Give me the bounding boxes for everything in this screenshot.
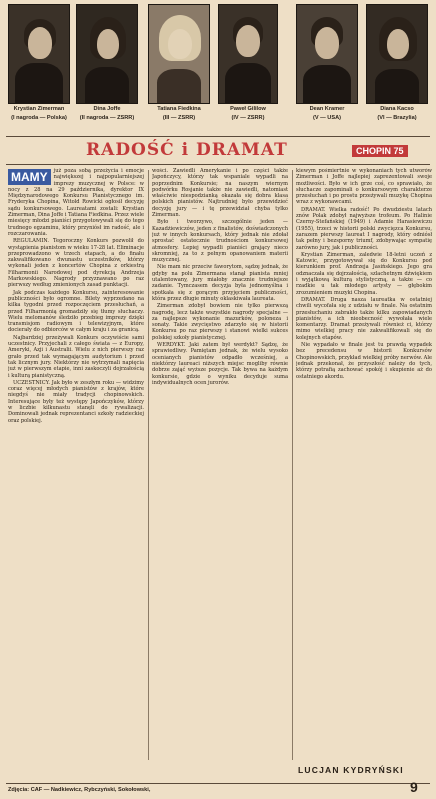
caption-detail: (VI — Brazylia) xyxy=(377,114,417,121)
paragraph: Najbardziej przeżywali Konkurs oczywiście sami uczestnicy. Przyjechali z całego świata — z Europy, Ameryki, Azji i Australii. Wielu z nich pierwszy raz grało przed tak wymagającym audytorium i przed tak licznym jury. Niektórzy nie wytrzymali napięcia już w pierwszym etapie, inni zaskoczyli dojrzałością i kulturą pianistyczną. xyxy=(8,334,144,379)
text-column-2 xyxy=(152,168,288,763)
portrait-kramer xyxy=(296,4,358,121)
article-title: RADOŚĆ i DRAMAT xyxy=(86,140,288,160)
caption-name: Paweł Gililow xyxy=(230,106,266,112)
page-number: 9 xyxy=(410,779,418,795)
caption-name: Krystian Zimerman xyxy=(13,106,65,112)
photo-zimerman xyxy=(8,4,70,104)
caption-detail: (V — USA) xyxy=(313,114,341,121)
column-divider xyxy=(292,170,293,760)
paragraph: Nie wypadało w finale jest tu prawdą wypadek bez precedensu w historii Konkursów Chopinowskich, przykład wielkiej próby nerwów. Ale jednak przekonał, że przyszłość należy do tych, którzy potrafią zachować spokój i skupienie aż do ostatniego akordu. xyxy=(296,342,432,380)
portrait-gililow xyxy=(218,4,278,121)
photo-fiedkina xyxy=(148,4,210,104)
paragraph: wości. Zawiedli Amerykanie i po części także Japończycy, którzy tak wspaniale wypadli na poprzednim Konkursie; na naszym wiernym podwórku Rosjanie także nie zawiedli, natomiast właściwie niespodzianką okazała się dobra klasa polskich pianistów. Najtrudniej było przewidzieć decyzję jury — i tę przewidział chyba tylko Zimerman. xyxy=(152,168,288,219)
top-rule xyxy=(6,136,430,137)
caption-detail: (IV — ZSRR) xyxy=(231,114,265,121)
portrait-zimerman xyxy=(8,4,70,121)
caption-name: Diana Kacso xyxy=(380,106,414,112)
caption-name: Dean Kramer xyxy=(309,106,345,112)
portrait-kacso xyxy=(366,4,428,121)
caption-name: Tatiana Fiedkina xyxy=(157,106,201,112)
portrait-fiedkina xyxy=(148,4,210,121)
paragraph: już poza sobą przeżycia i emocje największej i najpopularniejszej imprezy muzycznej w Polsce: w nocy z 28 na 29 października, dyrektor IX Międzynarodowego Konkursu Pianistycznego im. Fryderyka Chopina, Witold Rowicki ogłosił decyzję sądu konkursowego. Laureatami zostali: Krystian Zimerman, Dina Joffe i Tatiana Fiedkina. Przez wiele miesięcy młodzi pianiści przygotowywali się do tego trudnego egzaminu, który przyniósł im radość, ale i rozczarowania. xyxy=(8,168,144,237)
paragraph: REGULAMIN. Tegoroczny Konkurs pozwolił do wystąpienia pianistom w wieku 17-28 lat. Eliminacje przeprowadzono w trzech etapach, a do finału zakwalifikowano dwunastu uczestników, którzy wykonali jeden z koncertów Chopina z orkiestrą Filharmonii Narodowej pod dyrekcją Andrzeja Markowskiego. Nagrody przyznawano po raz pierwszy według zmienionych zasad punktacji. xyxy=(8,238,144,289)
author-signature: LUCJAN KYDRYŃSKI xyxy=(298,765,404,775)
caption-name: Dina Joffe xyxy=(93,106,121,112)
caption-detail: (II nagroda — ZSRR) xyxy=(79,114,135,121)
paragraph: kiewym pośmiertnie w wykonaniach tych utworów Zimerman i Joffe najlepiej zaprezentowali swoje możliwości. Było w ich grze coś, co sprawiało, że słuchacze zapominali o konkursowym charakterze przesłuchań i po prostu przeżywali muzykę Chopina wraz z wykonawcami. xyxy=(296,168,432,206)
column-divider xyxy=(148,170,149,760)
photo-joffe xyxy=(76,4,138,104)
paragraph: Nie mam nic przeciw faworytom, sądzę jednak, że gdyby na polu Zimermana stanął pianista mniej utalentowany, jury miałoby znacznie trudniejsze zadanie. Tymczasem decyzja była jednomyślna i spotkała się z gorącym przyjęciem publiczności, która przez długie minuty oklaskiwała laureata. xyxy=(152,264,288,302)
series-label: CHOPIN 75 xyxy=(352,145,408,157)
photo-kacso xyxy=(366,4,428,104)
text-column-1 xyxy=(8,168,144,763)
paragraph: UCZESTNICY. Jak było w zeszłym roku — widzimy coraz więcej młodych pianistów z krajów, które niegdyś nie miały tradycji chopinowskich. Interesujące były też występy Japończyków, którzy w liczbie kilkunastu stanęli do rywalizacji. Dominowali jednak reprezentanci szkoły radzieckiej oraz polskiej. xyxy=(8,379,144,424)
caption-detail: (I nagroda — Polska) xyxy=(11,114,67,121)
photo-credits: Zdjęcia: CAF — Nadkiewicz, Rybczyński, Sokołowski, xyxy=(8,787,151,793)
photo-kramer xyxy=(296,4,358,104)
paragraph: Zimerman zdobył bowiem nie tylko pierwszą nagrodę, lecz także wszystkie nagrody specjalne — za najlepsze wykonanie mazurków, poloneza i sonaty. Takie zwycięstwo zdarzyło się w historii Konkursu po raz pierwszy i stanowi wielki sukces polskiej szkoły pianistycznej. xyxy=(152,303,288,341)
paragraph: Krystian Zimerman, zaledwie 18-letni uczeń z Katowic, przygotowywał się do Konkursu pod kierunkiem prof. Andrzeja Jasińskiego. Jego gra odznaczała się dojrzałością, szlachetnym dźwiękiem i wyjątkową kulturą stylistyczną, a także — co rzadkie u tak młodego artysty — głębokim zrozumieniem muzyki Chopina. xyxy=(296,251,432,296)
paragraph: DRAMAT. Wielka radość! Po dwudziestu latach znów Polak zdobył najwyższe trofeum. Po Halinie Czerny-Stefańskiej (1949) i Adamie Harasiewiczu (1955), trzeci w historii polski zwycięzca Konkursu, zarazem pierwszy laureat I nagrody, który odniósł tak pełny i bezsporny triumf, zdobywając sympatię zarówno jury, jak i publiczności. xyxy=(296,206,432,251)
portrait-strip xyxy=(6,4,430,132)
paragraph: Jak podczas każdego Konkursu, zainteresowanie publiczności było ogromne. Bilety wyprzedano na kilka tygodni przed rozpoczęciem przesłuchań, a przed Filharmonią gromadziły się tłumy słuchaczy. Wielu melomanów śledziło przebieg imprezy dzięki transmisjom radiowym i telewizyjnym, które docierały do odbiorców w całym kraju i za granicą. xyxy=(8,289,144,334)
paragraph: WERDYKT. Jaki zatem był werdykt? Sądzę, że sprawiedliwy. Pamiętam jednak, że wielu wysoko ocenianych pianistów odpadło wcześniej, a niektórzy laureaci niższych miejsc mogliby równie dobrze zająć wyższe pozycje. Tak bywa na każdym konkursie, gdzie o wyniku decyduje suma indywidualnych ocen jurorów. xyxy=(152,342,288,386)
caption-detail: (III — ZSRR) xyxy=(162,114,196,121)
paragraph: DRAMAT. Druga nasza laureatka w ostatniej chwili wycofała się z udziału w finale. Na ostatnim przesłuchaniu zabrakło także kilku zapowiadanych pianistów, a ich nieobecność wywołała wiele komentarzy. Dramat przeżywali również ci, którzy mimo wielkiej pracy nie zakwalifikowali się do kolejnych etapów. xyxy=(296,296,432,341)
drop-cap: MAMY xyxy=(8,169,51,185)
bottom-rule xyxy=(6,783,430,784)
title-rule xyxy=(6,164,430,165)
photo-gililow xyxy=(218,4,278,104)
portrait-joffe xyxy=(76,4,138,121)
paragraph: Było i tworzywo, szczególnie jeden — Kazadżiewiczów, jeden z finalistów, doświadczonych już w innych konkursach, który jednak nie zdołał sprostać ostatecznie trudnościom konkursowej atmosfery. Lepiej wypadli pianiści grający nieco skromniej, za to z pełnym opanowaniem materii muzycznej. xyxy=(152,219,288,264)
text-column-3 xyxy=(296,168,432,760)
